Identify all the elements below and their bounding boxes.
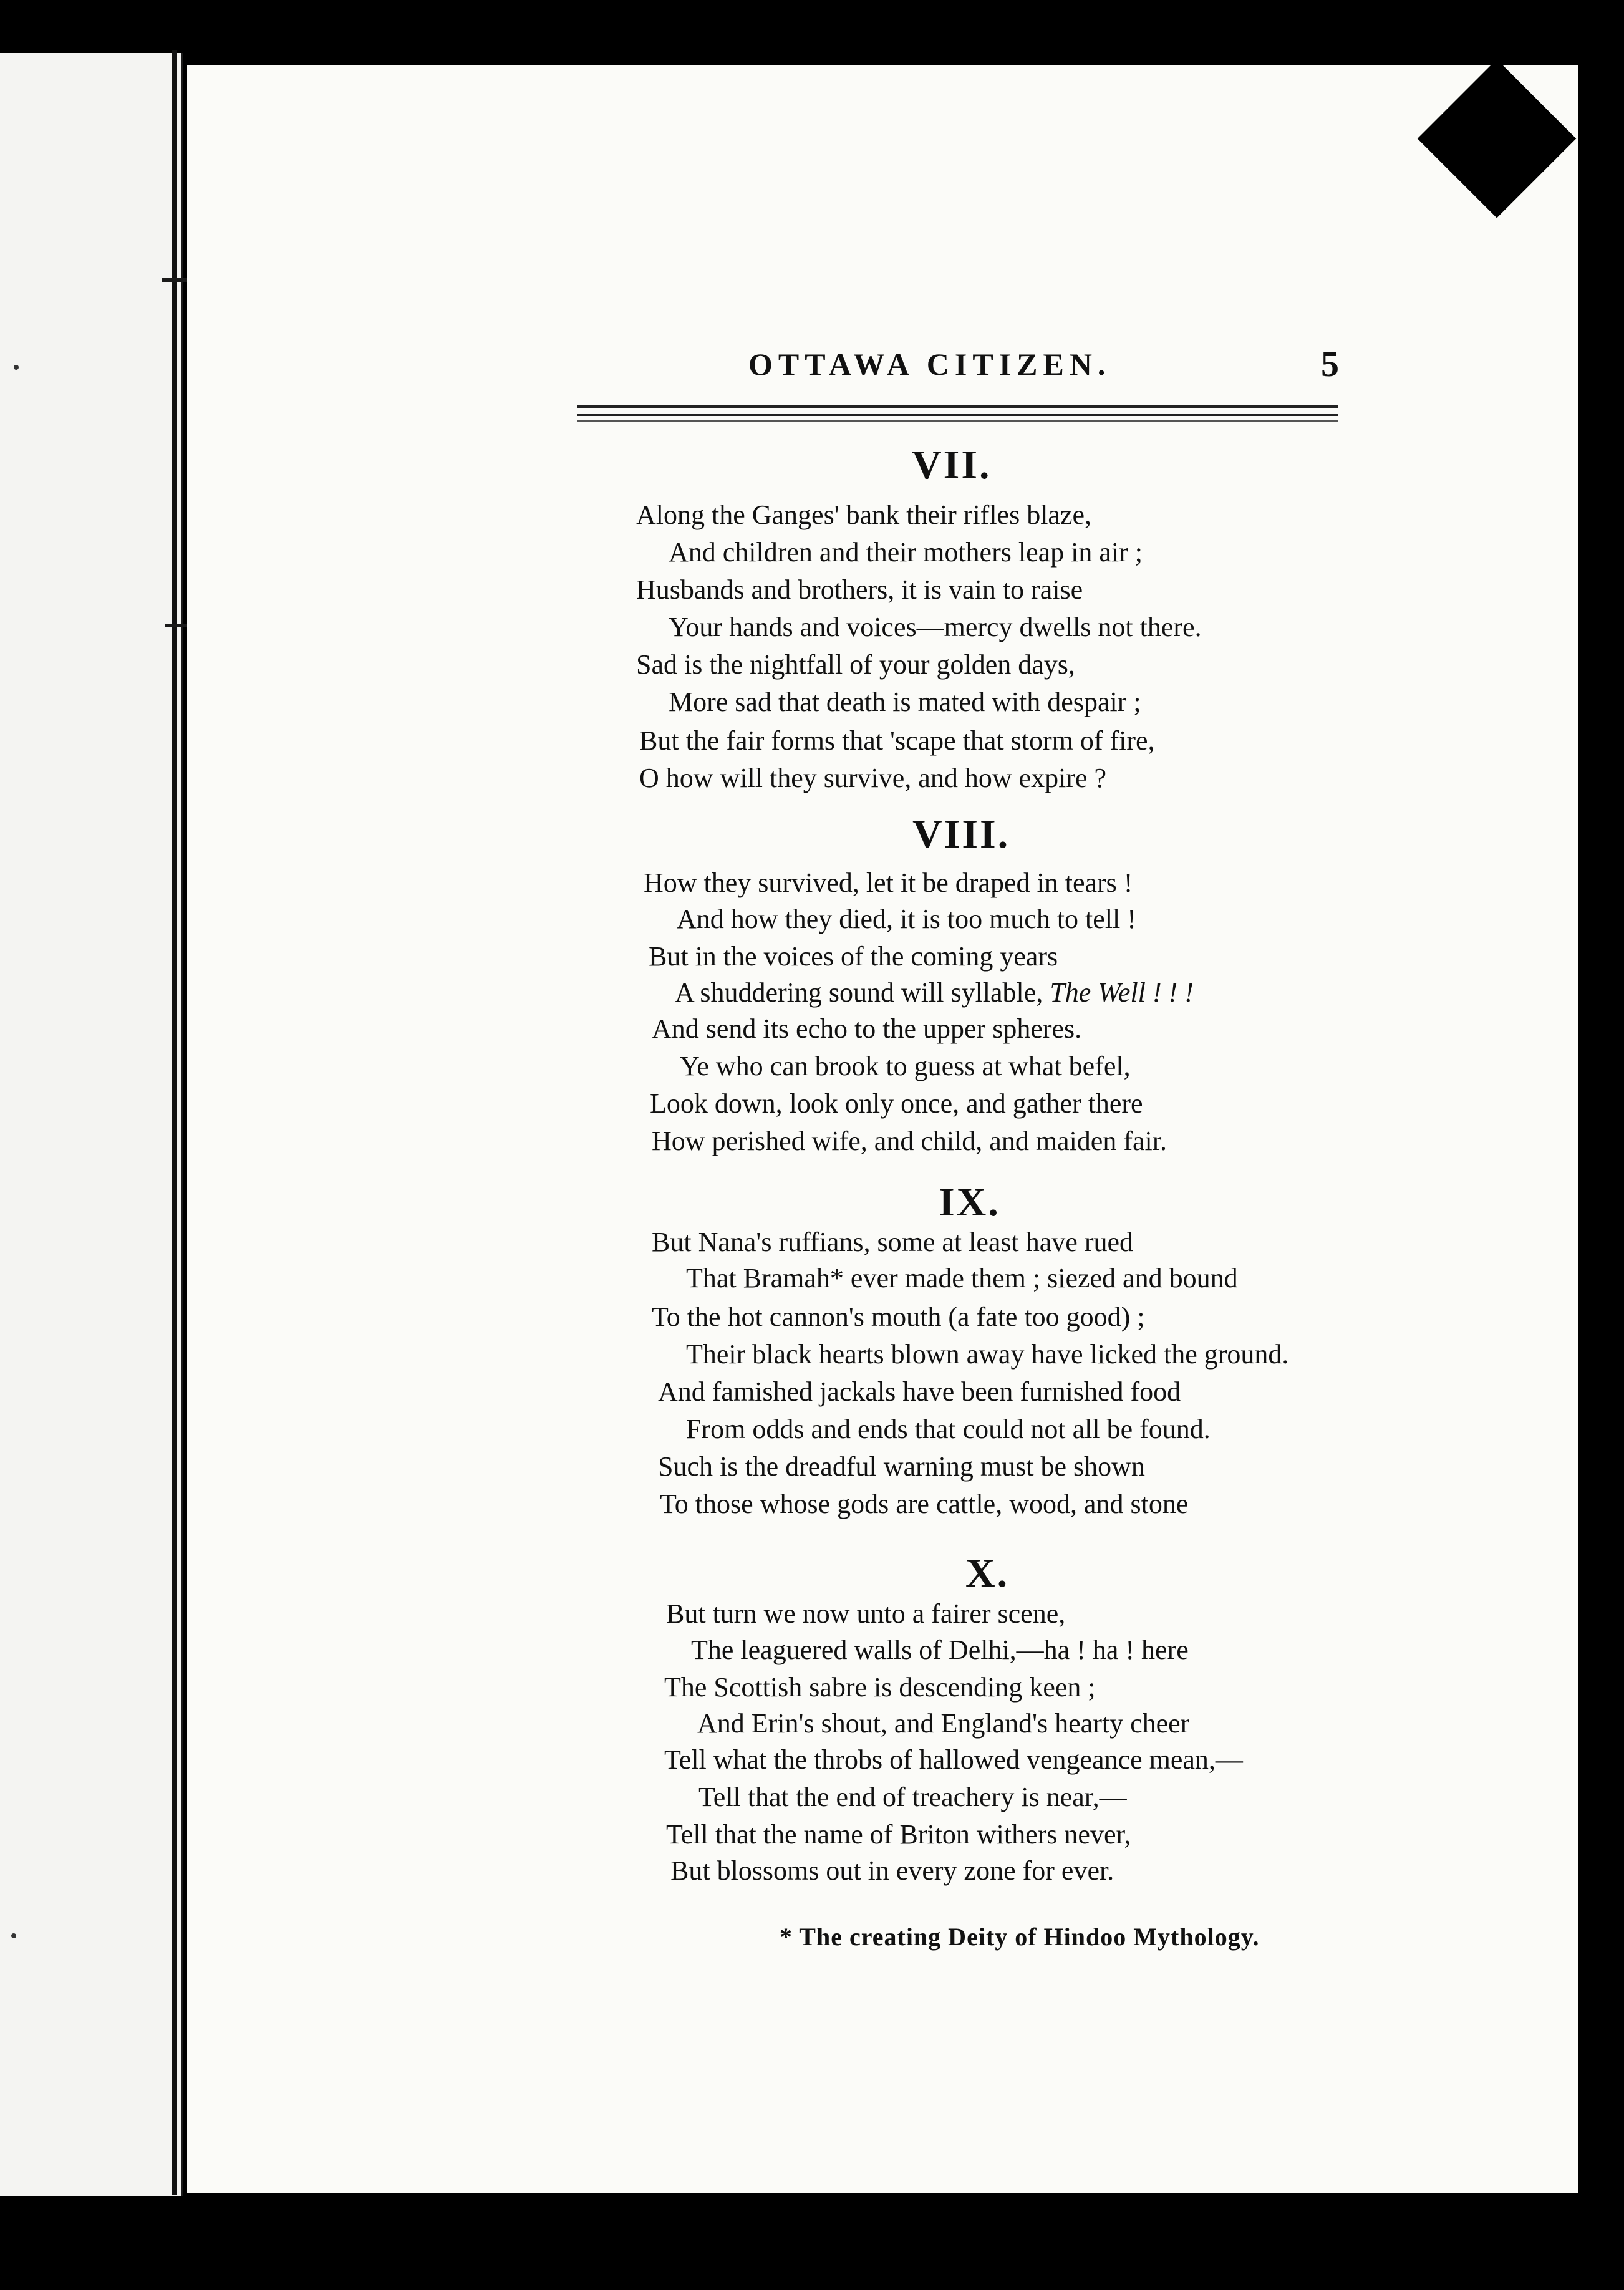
poem-line: But Nana's ruffians, some at least have rued (652, 1227, 1133, 1257)
stanza-numeral: VIII. (912, 811, 1010, 857)
poem-line: O how will they survive, and how expire ? (639, 763, 1107, 793)
poem-line: Along the Ganges' bank their rifles blaze, (636, 500, 1092, 530)
poem-line: To those whose gods are cattle, wood, and stone (660, 1489, 1189, 1519)
poem-line: And send its echo to the upper spheres. (652, 1013, 1082, 1044)
stanza-numeral: VII. (912, 442, 992, 488)
poem-line: That Bramah* ever made them ; siezed and bound (686, 1263, 1238, 1293)
poem-line: More sad that death is mated with despair ; (669, 687, 1141, 717)
poem-line: Sad is the nightfall of your golden days, (636, 649, 1075, 680)
left-page-mark (14, 365, 19, 370)
poem-line-text: A shuddering sound will syllable, (675, 977, 1050, 1008)
poem-line: Tell what the throbs of hallowed vengeance mean,— (664, 1744, 1243, 1775)
poem-line: And famished jackals have been furnished food (658, 1376, 1181, 1407)
poem-line: But in the voices of the coming years (649, 941, 1058, 972)
header-rule (577, 414, 1338, 416)
poem-line: The Scottish sabre is descending keen ; (664, 1672, 1096, 1703)
poem-line: But the fair forms that 'scape that storm of fire, (639, 725, 1155, 756)
poem-line: Husbands and brothers, it is vain to raise (636, 574, 1083, 605)
stanza-numeral: IX. (939, 1179, 1000, 1225)
left-page-mark (11, 1933, 16, 1938)
poem-line: Tell that the end of treachery is near,— (698, 1782, 1127, 1812)
stanza-numeral: X. (965, 1550, 1010, 1596)
poem-line: And how they died, it is too much to tell ! (677, 904, 1136, 934)
poem-line: Such is the dreadful warning must be shown (658, 1451, 1145, 1482)
running-header: OTTAWA CITIZEN. (748, 347, 1111, 382)
poem-line: The leaguered walls of Delhi,—ha ! ha ! here (691, 1635, 1189, 1665)
poem-line: Their black hearts blown away have licked the ground. (686, 1339, 1289, 1370)
binding-gutter (172, 50, 177, 2195)
poem-line: How they survived, let it be draped in tears ! (644, 867, 1133, 898)
poem-line: And children and their mothers leap in air ; (669, 537, 1143, 568)
header-rule (577, 405, 1338, 408)
poem-line: Your hands and voices—mercy dwells not there. (669, 612, 1202, 642)
left-page (0, 53, 183, 2196)
header-rule (577, 420, 1338, 422)
poem-line: How perished wife, and child, and maiden fair. (652, 1126, 1167, 1156)
footnote: * The creating Deity of Hindoo Mythology. (780, 1923, 1260, 1951)
poem-line: Tell that the name of Briton withers never, (666, 1819, 1131, 1850)
poem-line-emphasis: The Well ! ! ! (1050, 977, 1194, 1008)
poem-line: But turn we now unto a fairer scene, (666, 1598, 1066, 1629)
poem-line: From odds and ends that could not all be found. (686, 1414, 1211, 1444)
page-number: 5 (1321, 344, 1339, 384)
poem-line: But blossoms out in every zone for ever. (670, 1855, 1114, 1886)
poem-line: To the hot cannon's mouth (a fate too good) ; (652, 1302, 1145, 1332)
poem-line (675, 977, 1194, 1008)
poem-line: Ye who can brook to guess at what befel, (680, 1051, 1131, 1081)
poem-line: Look down, look only once, and gather there (650, 1088, 1143, 1119)
poem-line: And Erin's shout, and England's hearty cheer (697, 1708, 1190, 1739)
